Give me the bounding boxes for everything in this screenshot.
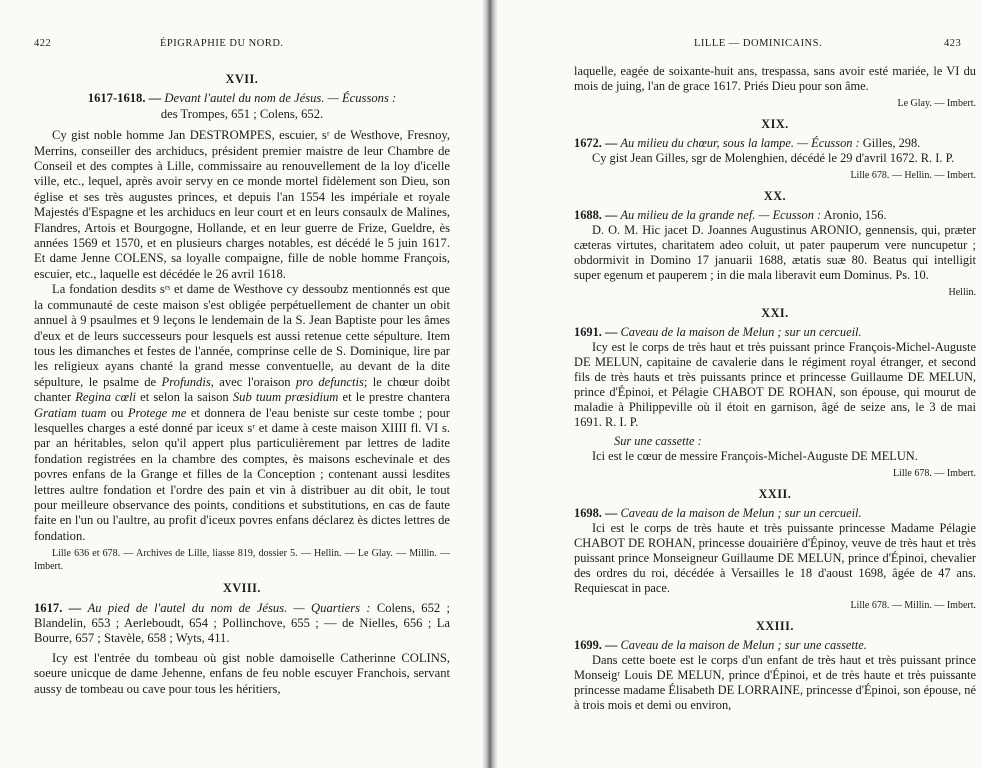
section-number: XX. [763, 189, 787, 203]
inscription-text: Ici est le cœur de messire François-Michel-Auguste DE MELUN. [592, 449, 918, 463]
page-number: 422 [34, 38, 52, 49]
right-page [498, 0, 982, 768]
entry-heading: 1699. — Caveau de la maison de Melun ; sur une cassette. [574, 638, 867, 652]
foundation-text: La fondation desdits sʳˢ et dame de Westhove cy dessoubz mentionnés est que la communauté de ceste maison s'est obligée perpétuellement de chanter un obit annuel à 9 psaulmes et 9 leçons le lendemain de la S. Jean Baptiste pour les âmes d'eux et de leurs successeurs pour lesquels est aussi retenue cette sépulture. Item tous les dimanches et festes de l'année, comprinse celle de S. Dominique, lire par les religieux ayans chanté la grand messe conventuelle, au devant de la dite sépulture, le psalme de Profundis, avec l'oraison pro defunctis; le chœur doibt chanter Regina cœli et selon la saison Sub tuum præsidium et le prestre chantera Gratiam tuam ou Protege me et donnera de l'eau beniste sur ceste tombe ; pour lesquelles charges a esté donné par iceux sʳ et dame à ceste maison XIIII fl. VI s. par an héritables, selon qu'il appert plus particulièrement par lettres de ladite fondation registrées en la chambre des comptes, ès maisons eschevinale et des povres enfans de la Grange et filles de la Conception ; contenant aussi lesdites lettres aultre fondation et l'ordre des pain et vin à distribuer au dit obit, le tout pour meilleure observance des points, conditions et substitutions, en cas de faute faite en l'un ou l'aultre, au profit d'iceux povres enfans déclarez ès dictes lettres de fondation. [34, 282, 450, 543]
running-head: ÉPIGRAPHIE DU NORD. [160, 38, 284, 49]
source-references: Hellin. [948, 287, 976, 298]
source-references: Lille 678. — Millin. — Imbert. [850, 600, 976, 611]
entry-heading: 1672. — Au milieu du chœur, sous la lampe. — Écusson : Gilles, 298. [574, 136, 921, 150]
left-column [34, 66, 450, 697]
inscription-text: Icy est le corps de très haut et très puissant prince François-Michel-Auguste DE MELUN, capitaine de cavalerie dans le régiment royal étranger, et second fils de très hauts et très puissants prince et princesse Guillaume DE MELUN, prince d'Épinoi, et Pélagie CHABOT DE ROHAN, son épouse, qui mourut de maladie à Philippeville où il étoit en garnison, âgé de seize ans, le 3 de mai 1691. R. I. P. [574, 340, 976, 429]
inscription-text: Dans cette boete est le corps d'un enfant de très haut et très puissant prince Monseigʳ Louis DE MELUN, prince d'Épinoi, et de très haute et très puissante princesse madame Élisabeth DE LORRAINE, princesse d'Épinoi, son épouse, né à trois mois et demi ou environ, [574, 653, 976, 712]
inscription-text: D. O. M. Hic jacet D. Joannes Augustinus ARONIO, gennensis, qui, præter cæteras virtutes, charitatem adeo coluit, ut pater pauperum vere nuncupetur ; obdormivit in Domino 17 januarii 1688, ætatis suæ 80. Beatus qui intelligit super egenum et pauperem ; in die mala liberavit eum Dominus. Ps. 10. [574, 223, 976, 282]
inscription-text: Ici est le corps de très haute et très puissante princesse Madame Pélagie CHABOT DE ROHAN, princesse douairière d'Épinoy, veuve de très haut et très puissant prince Monseigneur Guillaume DE MELUN, prince d'Épinoi, chevalier des ordres du roi, décédée à Versailles le 18 d'aoust 1698, âgée de 47 ans. Requiescat in pace. [574, 521, 976, 595]
right-column [574, 64, 976, 713]
inscription-text: Cy gist noble homme Jan DESTROMPES, escuier, sʳ de Westhove, Fresnoy, Merrins, conseiller des archiducs, président premier maistre de leur Chambre de Conseil et des comptes à Lille, commissaire au renouvellement de la loy d'icelle ville, etc., lequel, après avoir servy en ce monde mortel fidèlement son Dieu, son église et ses très augustes princes, et depuis l'an 1554 les impériale et royale Majestés d'Espagne et les archiducs en leur court et en leurs consaulx de Malines, Flandres, Artois et Bourgogne, Hollande, et en leur guerre de Frize, Gueldre, ès années 1569 et 1570, et en plusieurs charges notables, est décédé le 5 juin 1617. Et dame Jenne COLENS, sa loyalle compaigne, fille de noble homme François, escuier, etc., laquelle est décédée le 26 avril 1618. [34, 128, 450, 281]
section-number: XXIII. [756, 619, 794, 633]
source-references: Le Glay. — Imbert. [897, 98, 976, 109]
source-references: Lille 636 et 678. — Archives de Lille, liasse 819, dossier 5. — Hellin. — Le Glay. — Millin. — Imbert. [34, 548, 450, 573]
sub-heading: Sur une cassette : [614, 434, 702, 448]
book-gutter [482, 0, 498, 768]
continued-text: laquelle, eagée de soixante-huit ans, trespassa, sans avoir esté mariée, le VI du mois de juing, l'an de grace 1617. Priés Dieu pour son âme. [574, 64, 976, 93]
left-page [0, 0, 482, 768]
entry-heading: 1617. — Au pied de l'autel du nom de Jésus. — Quartiers : Colens, 652 ; Blandelin, 653 ; Aerleboudt, 654 ; Pollinchove, 655 ; — de Nielles, 656 ; La Bourre, 657 ; Stavèle, 658 ; Wyts, 411. [34, 600, 450, 646]
section-number: XVIII. [223, 581, 261, 596]
section-number: XXII. [758, 487, 792, 501]
entry-heading: 1691. — Caveau de la maison de Melun ; sur un cercueil. [574, 325, 862, 339]
entry-heading: 1688. — Au milieu de la grande nef. — Ecusson : Aronio, 156. [574, 208, 887, 222]
entry-heading: 1617-1618. — Devant l'autel du nom de Jésus. — Écussons : des Trompes, 651 ; Colens, 652. [87, 91, 397, 121]
inscription-text: Cy gist Jean Gilles, sgr de Molenghien, décédé le 29 d'avril 1672. R. I. P. [592, 151, 955, 165]
source-references: Lille 678. — Imbert. [892, 468, 976, 479]
section-number: XVII. [225, 72, 259, 86]
page-number: 423 [944, 38, 962, 49]
inscription-text: Icy est l'entrée du tombeau où gist noble damoiselle Catherinne COLINS, soeure unicque de dame Jehenne, enfans de feu noble escuyer Franchois, servant aussy de tombeau ou cave pour tous les héritiers, [34, 650, 450, 696]
entry-heading: 1698. — Caveau de la maison de Melun ; sur un cercueil. [574, 506, 862, 520]
source-references: Lille 678. — Hellin. — Imbert. [850, 170, 976, 181]
running-head: LILLE — DOMINICAINS. [694, 38, 823, 49]
section-number: XIX. [761, 117, 789, 131]
section-number: XXI. [761, 306, 789, 320]
